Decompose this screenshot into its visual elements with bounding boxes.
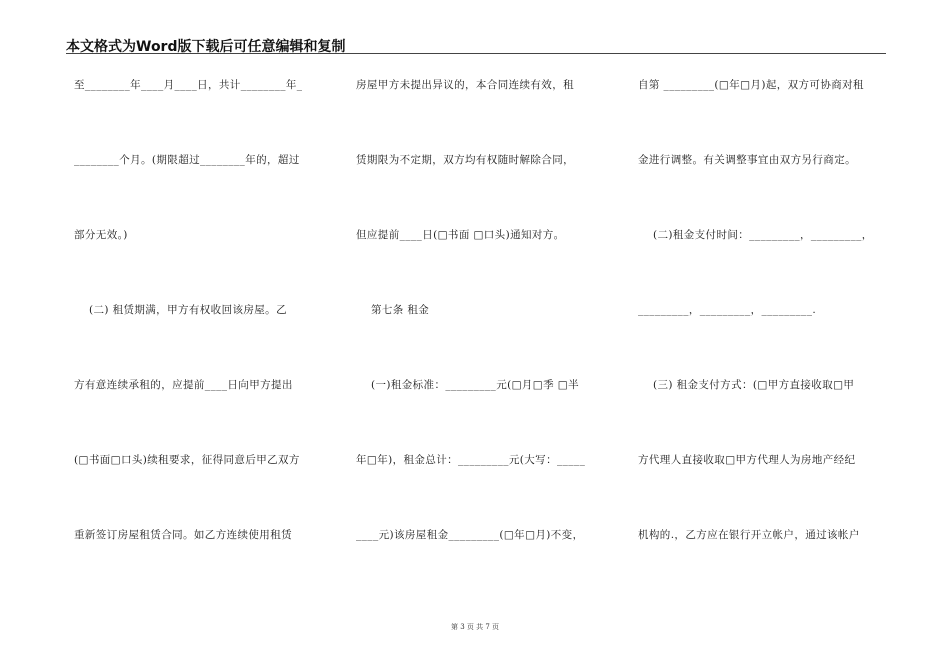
text-line: (二)租金支付时间：_________，_________， [638, 229, 873, 241]
text-line: 重新签订房屋租赁合同。如乙方连续使用租赁 [74, 529, 292, 541]
text-line: 房屋甲方未提出异议的，本合同连续有效，租 [356, 79, 574, 91]
page-number: 第 3 页 共 7 页 [450, 623, 500, 631]
text-line: (二) 租赁期满，甲方有权收回该房屋。乙 [74, 304, 287, 316]
text-line: 赁期限为不定期，双方均有权随时解除合同， [356, 154, 574, 166]
text-line: ________个月。(期限超过________年的，超过 [74, 154, 300, 166]
section-heading: 第七条 租金 [356, 304, 430, 316]
text-line: 年□年)，租金总计：_________元(大写：_____ [356, 454, 586, 466]
text-line: (□书面□口头)续租要求，征得同意后甲乙双方 [74, 454, 300, 466]
text-column-2 [356, 60, 612, 620]
text-line: (一)租金标准：_________元(□月□季 □半 [356, 379, 579, 391]
text-line: 但应提前____日(□书面 □口头)通知对方。 [356, 229, 565, 241]
text-line: (三) 租金支付方式：(□甲方直接收取□甲 [638, 379, 855, 391]
text-line: 部分无效。) [74, 229, 128, 241]
text-line: _________，_________，_________. [638, 304, 817, 316]
text-line: 自第 _________(□年□月)起，双方可协商对租 [638, 79, 864, 91]
text-line: 方有意连续承租的，应提前____日向甲方提出 [74, 379, 293, 391]
document-header: 本文格式为Word版下载后可任意编辑和复制 [66, 39, 346, 55]
text-line: 方代理人直接收取□甲方代理人为房地产经纪 [638, 454, 856, 466]
text-line: 至________年____月____日，共计________年_ [74, 79, 303, 91]
text-line: 金进行调整。有关调整事宜由双方另行商定。 [638, 154, 856, 166]
text-column-3 [638, 60, 894, 620]
text-line: 机构的.，乙方应在银行开立帐户，通过该帐户 [638, 529, 860, 541]
text-column-1 [74, 60, 332, 620]
text-line: ____元)该房屋租金_________(□年□月)不变， [356, 529, 584, 541]
header-divider [66, 53, 886, 54]
